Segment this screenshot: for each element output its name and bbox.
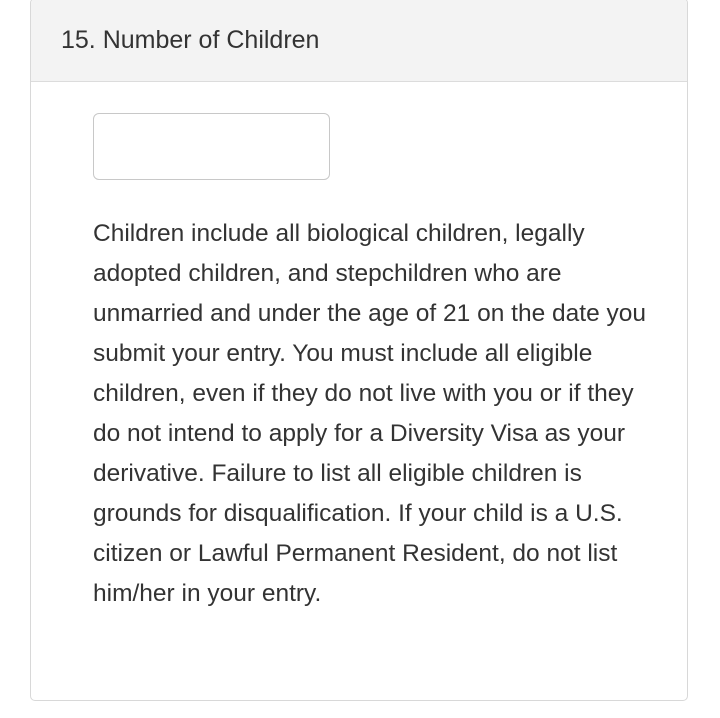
number-of-children-input[interactable] <box>93 113 330 180</box>
question-panel <box>30 0 688 701</box>
help-text: Children include all biological children, legally adopted children, and stepchildren who are unmarried and under the age of 21 on the date you submit your entry. You must include all eligible children, even if they do not live with you or if they do not intend to apply for a Diversity Visa as your derivative. Failure to list all eligible children is grounds for disqualification. If your child is a U.S. citizen or Lawful Permanent Resident, do not list him/her in your entry. <box>93 220 647 607</box>
question-title: 15. Number of Children <box>61 26 320 54</box>
panel-body <box>31 82 687 614</box>
panel-heading <box>31 0 687 82</box>
